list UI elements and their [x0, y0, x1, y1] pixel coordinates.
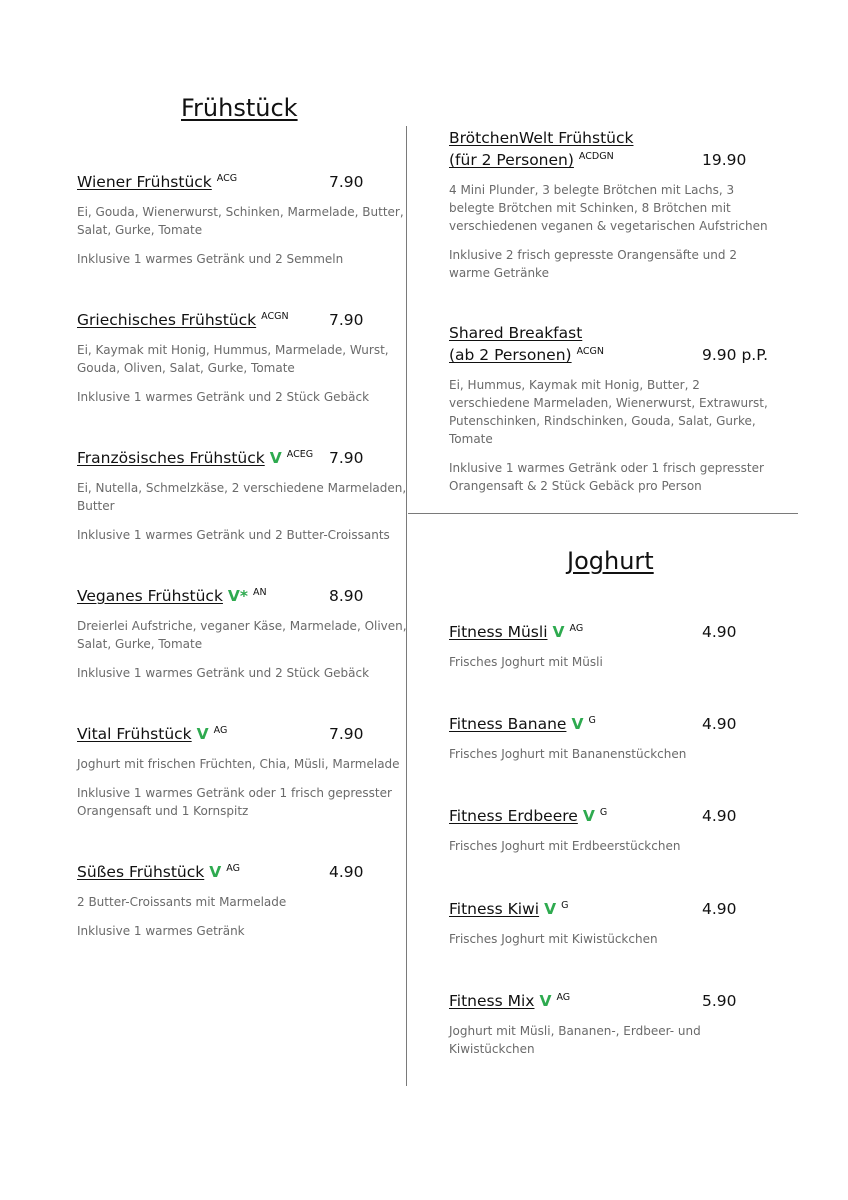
item-name: Süßes Frühstück [77, 863, 205, 881]
item-price: 8.90 [329, 587, 364, 605]
allergen-codes: AG [213, 724, 228, 736]
item-description: Joghurt mit frischen Früchten, Chia, Müsli, Marmelade [77, 757, 400, 771]
item-description: Ei, Gouda, Wienerwurst, Schinken, Marmelade, Butter, Salat, Gurke, Tomate [77, 205, 404, 237]
menu-item-fitness-kiwi [449, 898, 779, 948]
menu-item-wiener [77, 171, 407, 268]
menu-item-fitness-mix [449, 990, 779, 1058]
vegetarian-mark: V [582, 807, 595, 825]
item-description: 2 Butter-Croissants mit Marmelade [77, 895, 287, 909]
allergen-codes: G [561, 899, 569, 911]
allergen-codes: AG [226, 862, 240, 874]
fruehstueck-title: Frühstück [181, 94, 298, 122]
item-price: 7.90 [329, 725, 364, 743]
vegetarian-mark: V [539, 992, 552, 1010]
menu-item-fitness-banane [449, 713, 779, 763]
item-name: Fitness Mix [449, 992, 535, 1010]
item-description: 4 Mini Plunder, 3 belegte Brötchen mit Lachs, 3 belegte Brötchen mit Schinken, 8 Brötchen mit verschiedenen veganen & vegetarischen Aufstrichen [449, 183, 768, 233]
item-price: 19.90 [702, 151, 747, 169]
menu-item-fitness-erdbeere [449, 805, 779, 855]
item-inclusive: Inklusive 1 warmes Getränk und 2 Butter-Croissants [77, 528, 390, 542]
item-price: 4.90 [702, 807, 737, 825]
menu-item-suess [77, 861, 407, 940]
item-description: Frisches Joghurt mit Kiwistückchen [449, 932, 658, 946]
item-name-suffix: (für 2 Personen) [449, 151, 574, 169]
item-price: 4.90 [702, 715, 737, 733]
item-price: 9.90 p.P. [702, 346, 769, 364]
item-price: 4.90 [702, 900, 737, 918]
item-inclusive: Inklusive 1 warmes Getränk und 2 Stück Gebäck [77, 666, 370, 680]
allergen-codes: ACG [216, 172, 238, 184]
joghurt-title: Joghurt [567, 547, 654, 575]
item-name: Fitness Erdbeere [449, 807, 578, 825]
item-inclusive: Inklusive 1 warmes Getränk und 2 Stück Gebäck [77, 390, 370, 404]
menu-item-franzoesisch [77, 447, 407, 544]
allergen-codes: G [588, 714, 596, 726]
item-price: 4.90 [329, 863, 364, 881]
item-name-suffix: (ab 2 Personen) [449, 346, 572, 364]
item-name: Griechisches Frühstück [77, 311, 257, 329]
vegetarian-mark: V [196, 725, 209, 743]
vegan-mark: V* [227, 587, 249, 605]
item-name: Französisches Frühstück [77, 449, 265, 467]
item-price: 7.90 [329, 311, 364, 329]
menu-item-broetchenwelt [449, 127, 779, 282]
allergen-codes: ACGN [261, 310, 289, 322]
item-description: Ei, Nutella, Schmelzkäse, 2 verschiedene Marmeladen, Butter [77, 481, 407, 513]
allergen-codes: AG [556, 991, 571, 1003]
item-description: Frisches Joghurt mit Müsli [449, 655, 603, 669]
allergen-codes: AN [253, 586, 267, 598]
item-description: Dreierlei Aufstriche, veganer Käse, Marmelade, Oliven, Salat, Gurke, Tomate [77, 619, 407, 651]
menu-item-fitness-muesli [449, 621, 779, 671]
menu-item-vegan [77, 585, 407, 682]
item-inclusive: Inklusive 1 warmes Getränk oder 1 frisch gepresster Orangensaft und 1 Kornspitz [77, 786, 392, 818]
allergen-codes: AG [569, 622, 584, 634]
item-description: Frisches Joghurt mit Bananenstückchen [449, 747, 687, 761]
item-inclusive: Inklusive 2 frisch gepresste Orangensäfte und 2 warme Getränke [449, 248, 737, 280]
allergen-codes: ACGN [576, 345, 605, 357]
allergen-codes: ACDGN [578, 150, 614, 162]
item-name: Vital Frühstück [77, 725, 192, 743]
vegetarian-mark: V [544, 900, 557, 918]
item-name: Veganes Frühstück [77, 587, 223, 605]
menu-item-shared-breakfast [449, 322, 779, 495]
item-name: Fitness Müsli [449, 623, 548, 641]
menu-item-vital [77, 723, 407, 820]
section-divider [408, 513, 798, 514]
item-description: Joghurt mit Müsli, Bananen-, Erdbeer- und Kiwistückchen [449, 1024, 701, 1056]
item-inclusive: Inklusive 1 warmes Getränk [77, 924, 245, 938]
menu-item-griechisch [77, 309, 407, 406]
item-description: Ei, Kaymak mit Honig, Hummus, Marmelade, Wurst, Gouda, Oliven, Salat, Gurke, Tomate [77, 343, 389, 375]
item-name: Wiener Frühstück [77, 173, 212, 191]
vegetarian-mark: V [269, 449, 282, 467]
item-name: Fitness Banane [449, 715, 567, 733]
item-price: 7.90 [329, 449, 364, 467]
item-price: 5.90 [702, 992, 737, 1010]
vegetarian-mark: V [552, 623, 565, 641]
item-description: Ei, Hummus, Kaymak mit Honig, Butter, 2 verschiedene Marmeladen, Wienerwurst, Extrawurst, Putenschinken, Rindschinken, Gouda, Salat, Gurke, Tomate [449, 378, 768, 446]
item-name: Shared Breakfast [449, 324, 583, 342]
item-inclusive: Inklusive 1 warmes Getränk oder 1 frisch gepresster Orangensaft & 2 Stück Gebäck pro Person [449, 461, 764, 493]
item-price: 7.90 [329, 173, 364, 191]
item-description: Frisches Joghurt mit Erdbeerstückchen [449, 839, 681, 853]
item-price: 4.90 [702, 623, 737, 641]
item-name: BrötchenWelt Frühstück [449, 129, 634, 147]
allergen-codes: ACEG [286, 448, 314, 460]
item-inclusive: Inklusive 1 warmes Getränk und 2 Semmeln [77, 252, 344, 266]
allergen-codes: G [599, 806, 608, 818]
vegetarian-mark: V [571, 715, 584, 733]
item-name: Fitness Kiwi [449, 900, 540, 918]
vegetarian-mark: V [209, 863, 222, 881]
